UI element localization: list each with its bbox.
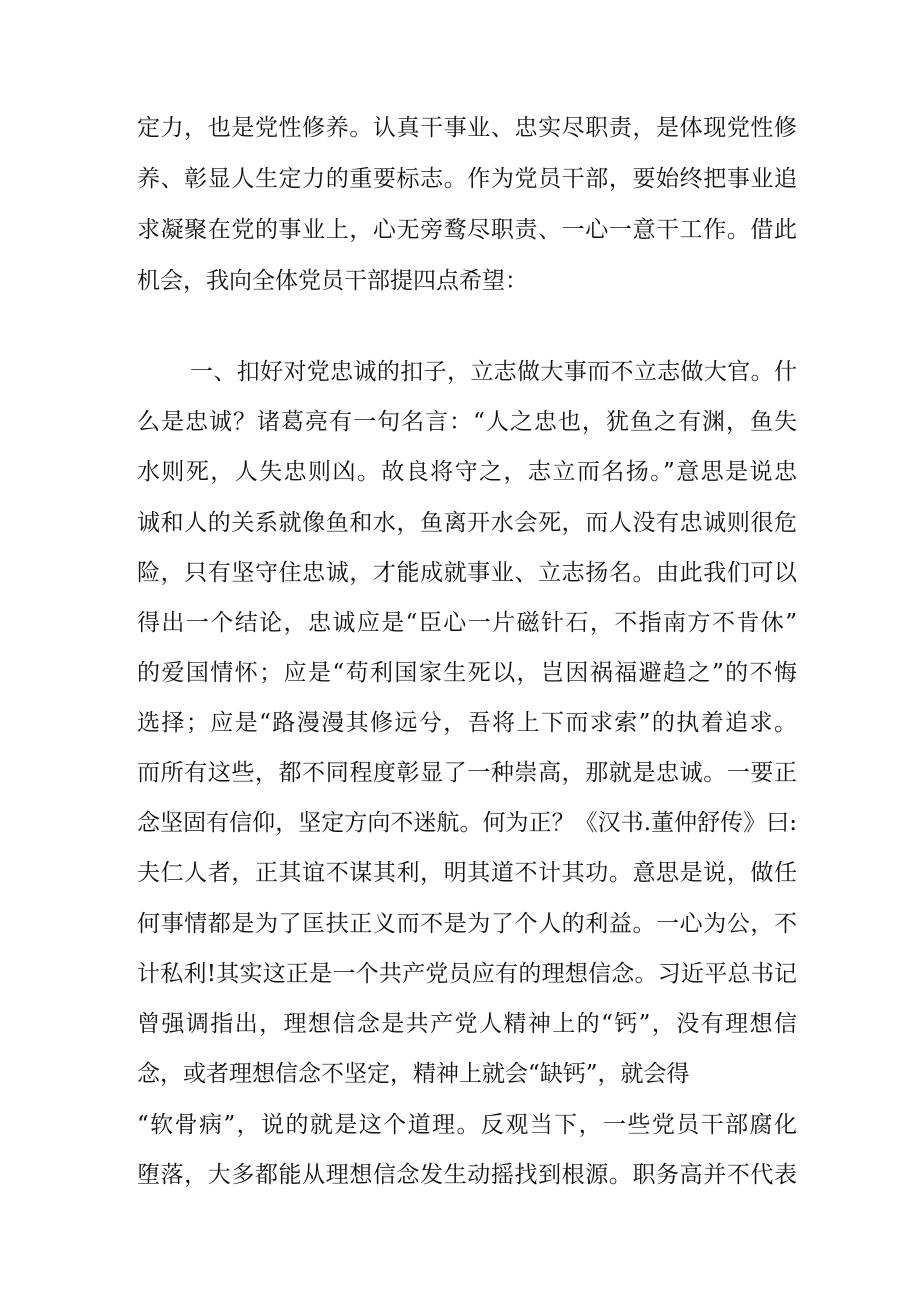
text-line: 定力，也是党性修养。认真干事业、忠实尽职责，是体现党性修 — [137, 115, 797, 141]
text-line: 念，或者理想信念不坚定，精神上就会“缺钙”，就会得 — [137, 1061, 690, 1087]
text-line: 念坚固有信仰，坚定方向不迷航。何为正？《汉书.董仲舒传》曰: — [137, 810, 797, 836]
text-line: 求凝聚在党的事业上，心无旁鹜尽职责、一心一意干工作。借此 — [137, 217, 797, 243]
text-line: 养、彰显人生定力的重要标志。作为党员干部，要始终把事业追 — [137, 166, 797, 192]
text-line: 而所有这些，都不同程度彰显了一种崇高，那就是忠诚。一要正 — [137, 760, 797, 786]
text-line: 计私利!其实这正是一个共产党员应有的理想信念。习近平总书记 — [137, 961, 797, 987]
text-line: 堕落，大多都能从理想信念发生动摇找到根源。职务高并不代表 — [137, 1162, 797, 1188]
text-line: 得出一个结论，忠诚应是“臣心一片磁针石，不指南方不肯休” — [137, 610, 797, 636]
text-line: “软骨病”，说的就是这个道理。反观当下，一些党员干部腐化 — [137, 1112, 797, 1138]
text-line: 选择；应是“路漫漫其修远兮，吾将上下而求索”的执着追求。 — [137, 710, 797, 736]
text-line: 诚和人的关系就像鱼和水，鱼离开水会死，而人没有忠诚则很危 — [137, 510, 797, 536]
text-line: 机会，我向全体党员干部提四点希望： — [137, 268, 528, 294]
text-line: 么是忠诚？诸葛亮有一句名言：“人之忠也，犹鱼之有渊，鱼失 — [137, 409, 797, 435]
text-line: 险，只有坚守住忠诚，才能成就事业、立志扬名。由此我们可以 — [137, 560, 797, 586]
text-line: 夫仁人者，正其谊不谋其利，明其道不计其功。意思是说，做任 — [137, 860, 797, 886]
text-line: 的爱国情怀；应是“苟利国家生死以，岂因祸福避趋之”的不悔 — [137, 660, 797, 686]
text-line: 曾强调指出，理想信念是共产党人精神上的“钙”，没有理想信 — [137, 1011, 797, 1037]
text-line: 水则死，人失忠则凶。故良将守之，志立而名扬。”意思是说忠 — [137, 459, 797, 485]
text-line: 何事情都是为了匡扶正义而不是为了个人的利益。一心为公，不 — [137, 911, 797, 937]
text-line: 一、扣好对党忠诚的扣子，立志做大事而不立志做大官。什 — [190, 359, 797, 385]
